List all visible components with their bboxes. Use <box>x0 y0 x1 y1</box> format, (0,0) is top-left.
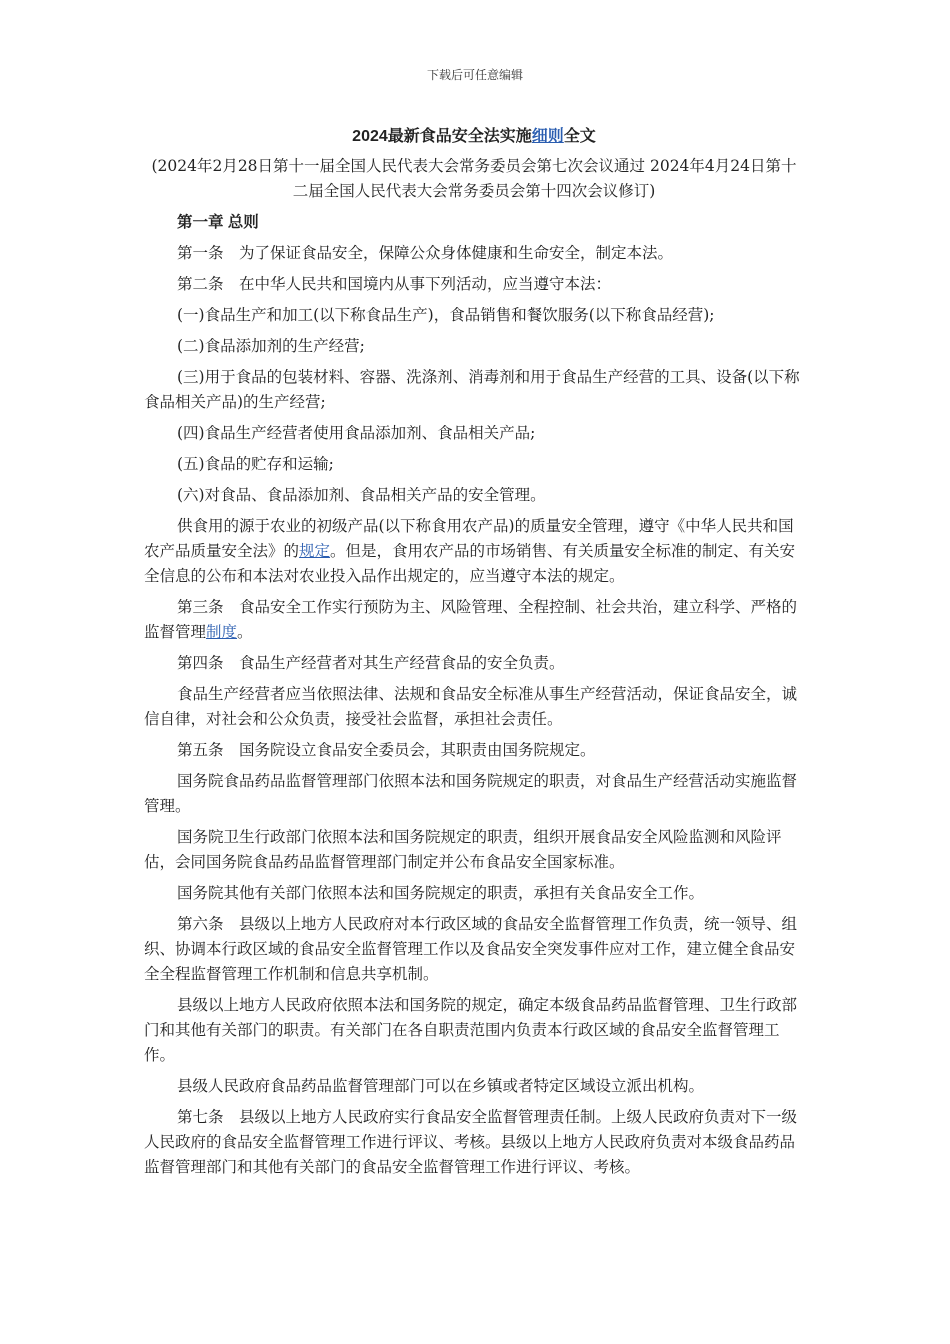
article-2-paragraph <box>144 514 804 589</box>
article-4: 第四条 食品生产经营者对其生产经营食品的安全负责。 <box>177 654 565 672</box>
document-title <box>144 126 804 148</box>
article-5-paragraph-2: 国务院卫生行政部门依照本法和国务院规定的职责，组织开展食品安全风险监测和风险评估，会同国务院食品药品监督管理部门制定并公布食品安全国家标准。 <box>144 828 782 871</box>
para-text-post: 。 <box>237 623 253 641</box>
article-5-paragraph-3: 国务院其他有关部门依照本法和国务院规定的职责，承担有关食品安全工作。 <box>177 884 705 902</box>
article-2-item-1: (一)食品生产和加工(以下称食品生产)，食品销售和餐饮服务(以下称食品经营); <box>177 306 715 324</box>
article-2: 第二条 在中华人民共和国境内从事下列活动，应当遵守本法： <box>177 275 612 293</box>
title-text-post: 全文 <box>563 128 596 145</box>
page-header: 下载后可任意编辑 <box>426 68 523 82</box>
article-2-item-3: (三)用于食品的包装材料、容器、洗涤剂、消毒剂和用于食品生产经营的工具、设备(以下称食品相关产品)的生产经营; <box>144 368 800 411</box>
article-2-item-6: (六)对食品、食品添加剂、食品相关产品的安全管理。 <box>177 486 546 504</box>
document-body <box>144 126 804 1186</box>
article-6-paragraph-1: 县级以上地方人民政府依照本法和国务院的规定，确定本级食品药品监督管理、卫生行政部门和其他有关部门的职责。有关部门在各自职责范围内负责本行政区域的食品安全监督管理工作。 <box>144 996 798 1064</box>
article-2-item-2: (二)食品添加剂的生产经营; <box>177 337 365 355</box>
article-6-paragraph-2: 县级人民政府食品药品监督管理部门可以在乡镇或者特定区域设立派出机构。 <box>177 1077 705 1095</box>
document-subtitle: (2024年2月28日第十一届全国人民代表大会常务委员会第七次会议通过 2024年4月24日第十二届全国人民代表大会常务委员会第十四次会议修订) <box>151 157 797 200</box>
article-7: 第七条 县级以上地方人民政府实行食品安全监督管理责任制。上级人民政府负责对下一级人民政府的食品安全监督管理工作进行评议、考核。县级以上地方人民政府负责对本级食品药品监督管理部门和其他有关部门的食品安全监督管理工作进行评议、考核。 <box>144 1108 798 1176</box>
chapter-heading: 第一章 总则 <box>177 214 259 231</box>
title-link-xize[interactable]: 细则 <box>531 128 564 145</box>
link-guiding[interactable]: 规定 <box>299 542 331 560</box>
para-text-post: 。但是，食用农产品的市场销售、有关质量安全标准的制定、有关安全信息的公布和本法对农业投入品作出规定的，应当遵守本法的规定。 <box>144 542 796 585</box>
article-2-item-4: (四)食品生产经营者使用食品添加剂、食品相关产品; <box>177 424 536 442</box>
article-4-paragraph: 食品生产经营者应当依照法律、法规和食品安全标准从事生产经营活动，保证食品安全，诚信自律，对社会和公众负责，接受社会监督，承担社会责任。 <box>144 685 798 728</box>
article-1: 第一条 为了保证食品安全，保障公众身体健康和生命安全，制定本法。 <box>177 244 674 262</box>
article-3 <box>144 595 804 645</box>
article-2-item-5: (五)食品的贮存和运输; <box>177 455 334 473</box>
article-5: 第五条 国务院设立食品安全委员会，其职责由国务院规定。 <box>177 741 596 759</box>
link-zhidu[interactable]: 制度 <box>206 623 238 641</box>
article-6: 第六条 县级以上地方人民政府对本行政区域的食品安全监督管理工作负责，统一领导、组织、协调本行政区域的食品安全监督管理工作以及食品安全突发事件应对工作，建立健全食品安全全程监督管理工作机制和信息共享机制。 <box>144 915 798 983</box>
para-text-pre: 第三条 食品安全工作实行预防为主、风险管理、全程控制、社会共治，建立科学、严格的监督管理 <box>144 598 798 641</box>
para-text-pre: 供食用的源于农业的初级产品(以下称食用农产品)的质量安全管理，遵守《中华人民共和国农产品质量安全法》的 <box>144 517 794 560</box>
title-text-pre: 2024最新食品安全法实施 <box>352 128 532 145</box>
article-5-paragraph-1: 国务院食品药品监督管理部门依照本法和国务院规定的职责，对食品生产经营活动实施监督管理。 <box>144 772 798 815</box>
